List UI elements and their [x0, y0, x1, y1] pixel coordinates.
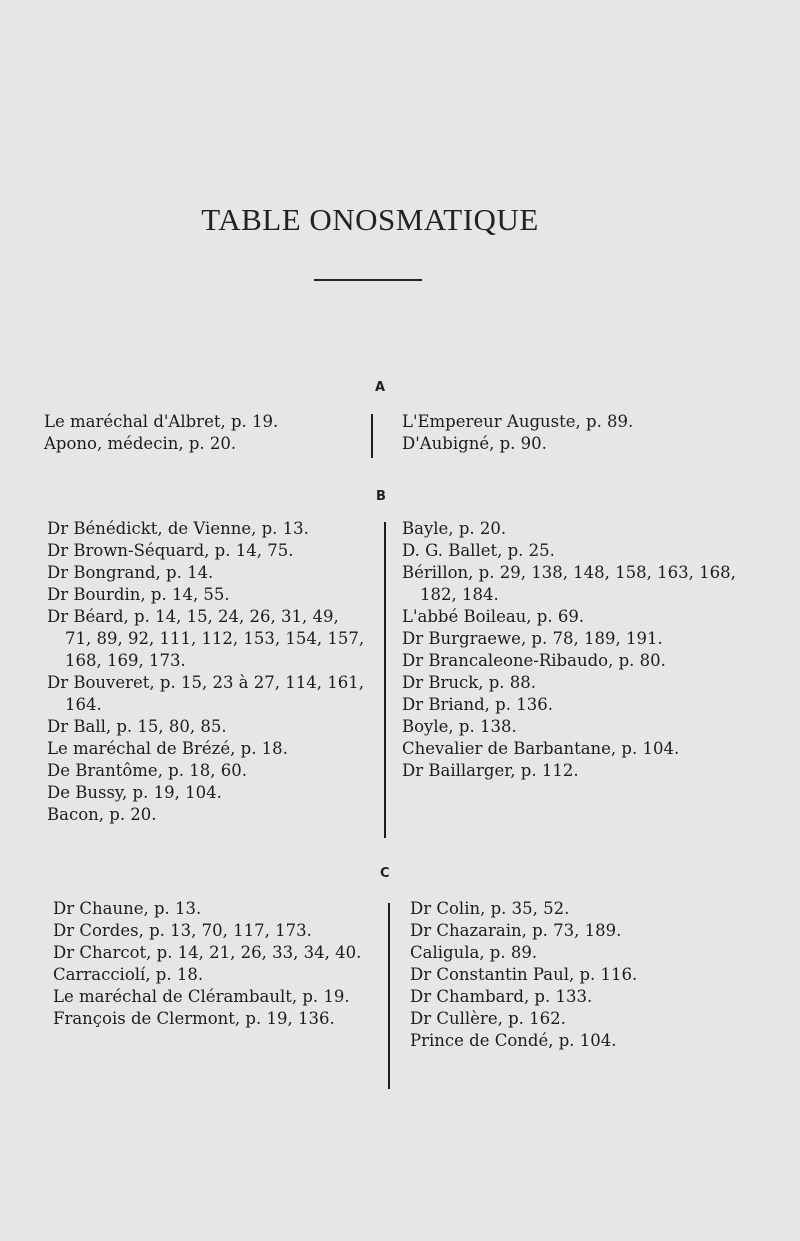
index-entry: De Bussy, p. 19, 104. — [47, 783, 222, 802]
index-entry: L'Empereur Auguste, p. 89. — [402, 412, 634, 431]
index-entry: Caligula, p. 89. — [410, 943, 538, 962]
section-letter-c: C — [380, 866, 390, 881]
section-c-right-column — [410, 898, 745, 1052]
index-entry: Chevalier de Barbantane, p. 104. — [402, 739, 680, 758]
index-entry: François de Clermont, p. 19, 136. — [53, 1009, 335, 1028]
index-entry: Dr Bouveret, p. 15, 23 à 27, 114, 161, 164. — [47, 673, 364, 714]
index-entry: Le maréchal de Clérambault, p. 19. — [53, 987, 350, 1006]
section-letter-a: A — [375, 380, 386, 395]
column-divider-a — [371, 414, 373, 458]
index-entry: Dr Bénédickt, de Vienne, p. 13. — [47, 519, 309, 538]
index-entry: Dr Brown-Séquard, p. 14, 75. — [47, 541, 294, 560]
section-b-left-column — [47, 518, 365, 826]
section-letter-b: B — [376, 489, 386, 504]
index-entry: Dr Burgraewe, p. 78, 189, 191. — [402, 629, 663, 648]
index-entry: Prince de Condé, p. 104. — [410, 1031, 617, 1050]
index-entry: De Brantôme, p. 18, 60. — [47, 761, 247, 780]
index-entry: Le maréchal de Brézé, p. 18. — [47, 739, 288, 758]
index-entry: Dr Chazarain, p. 73, 189. — [410, 921, 622, 940]
section-b-right-column — [402, 518, 747, 782]
column-divider-c — [388, 903, 390, 1089]
page-title: TABLE ONOSMATIQUE — [201, 202, 539, 237]
index-entry: Dr Ball, p. 15, 80, 85. — [47, 717, 227, 736]
index-entry: Dr Cullère, p. 162. — [410, 1009, 566, 1028]
index-entry: Dr Constantin Paul, p. 116. — [410, 965, 638, 984]
section-a-left-column — [44, 411, 362, 455]
index-entry: Dr Colin, p. 35, 52. — [410, 899, 570, 918]
index-entry: Le maréchal d'Albret, p. 19. — [44, 412, 279, 431]
index-entry: Dr Charcot, p. 14, 21, 26, 33, 34, 40. — [53, 943, 362, 962]
title-rule — [314, 279, 422, 281]
index-entry: Apono, médecin, p. 20. — [44, 434, 237, 453]
index-entry: Boyle, p. 138. — [402, 717, 517, 736]
index-entry: Dr Bongrand, p. 14. — [47, 563, 214, 582]
index-entry: L'abbé Boileau, p. 69. — [402, 607, 585, 626]
index-entry: Dr Chambard, p. 133. — [410, 987, 593, 1006]
section-a-right-column — [402, 411, 742, 455]
index-entry: D. G. Ballet, p. 25. — [402, 541, 555, 560]
index-entry: Dr Béard, p. 14, 15, 24, 26, 31, 49, 71, 89, 92, 111, 112, 153, 154, 157, 168, 169, 173. — [47, 607, 365, 670]
index-entry: Dr Brancaleone-Ribaudo, p. 80. — [402, 651, 666, 670]
index-entry: Bérillon, p. 29, 138, 148, 158, 163, 168, 182, 184. — [402, 563, 736, 604]
index-entry: Bacon, p. 20. — [47, 805, 157, 824]
section-c-left-column — [53, 898, 371, 1030]
index-entry: Dr Bruck, p. 88. — [402, 673, 537, 692]
index-entry: Dr Cordes, p. 13, 70, 117, 173. — [53, 921, 312, 940]
index-entry: Dr Bourdin, p. 14, 55. — [47, 585, 230, 604]
column-divider-b — [384, 522, 386, 838]
index-entry: Dr Chaune, p. 13. — [53, 899, 202, 918]
index-entry: Dr Baillarger, p. 112. — [402, 761, 579, 780]
index-entry: Carracciolí, p. 18. — [53, 965, 204, 984]
index-entry: D'Aubigné, p. 90. — [402, 434, 547, 453]
index-entry: Dr Briand, p. 136. — [402, 695, 553, 714]
index-entry: Bayle, p. 20. — [402, 519, 507, 538]
